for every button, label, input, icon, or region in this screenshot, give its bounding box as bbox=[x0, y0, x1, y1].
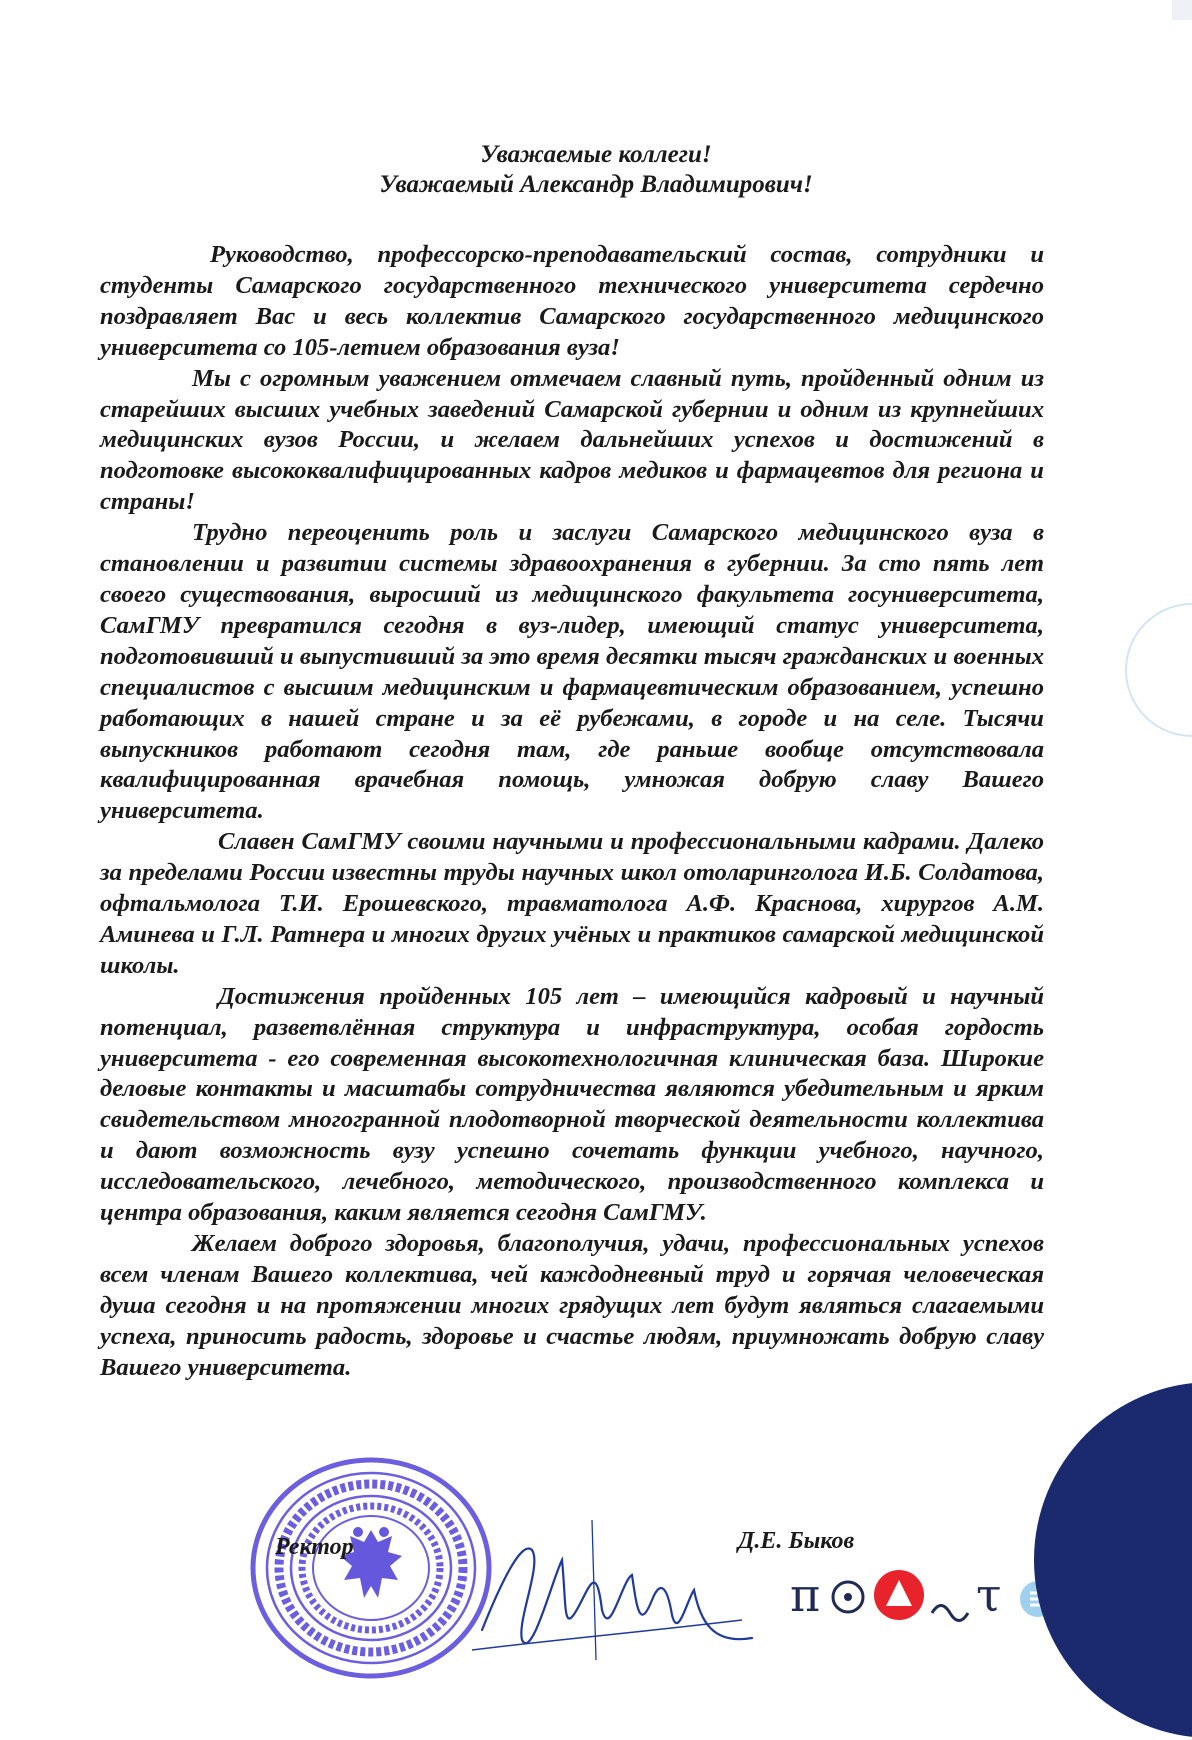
paragraph-4: Славен СамГМУ своими научными и профессиональными кадрами. Далеко за пределами России известны труды научных школ отоларинголога И.Б. Солдатова, офтальмолога Т.И. Ерошевского, травматолога А.Ф. Краснова, хирургов А.М. Аминева и Г.Л. Ратнера и многих других учёных и практиков самарской медицинской школы. bbox=[100, 828, 1044, 979]
signature-block bbox=[0, 1528, 1192, 1568]
logo-letter-l bbox=[872, 1568, 926, 1633]
signature-title: Ректор bbox=[275, 1534, 354, 1560]
paragraph-1: Руководство, профессорско-преподавательский состав, сотрудники и студенты Самарского государственного технического университета сердечно поздравляет Вас и весь коллектив Самарского государственного медицинского университета со 105-летием образования вуза! bbox=[100, 241, 1044, 361]
paragraph-6: Желаем доброго здоровья, благополучия, удачи, профессиональных успехов всем членам Вашего коллектива, чей каждодневный труд и горячая человеческая душа сегодня и на протяжении многих грядущих лет будут являться слагаемыми успеха, приносить радость, здоровье и счастье людям, приумножать добрую славу Вашего университета. bbox=[100, 1230, 1044, 1381]
salutation-line-1: Уважаемые коллеги! bbox=[480, 141, 712, 168]
logo-wave-icon bbox=[930, 1599, 970, 1623]
logo-ring-icon bbox=[828, 1577, 868, 1617]
decorative-navy-arc bbox=[1032, 1380, 1192, 1740]
logo-letter-tau: τ bbox=[976, 1568, 1002, 1622]
official-seal-stamp bbox=[246, 1452, 496, 1684]
paragraph-5: Достижения пройденных 105 лет – имеющийся кадровый и научный потенциал, разветвлённая структура и инфраструктура, особая гордость университета - его современная высокотехнологичная клиническая база. Широкие деловые контакты и масштабы сотрудничества являются убедительным и ярким свидетельством многогранной плодотворной творческой деятельности коллектива и дают возможность вузу успешно сочетать функции учебного, научного, исследовательского, лечебного, методического, производственного комплекса и центра образования, каким является сегодня СамГМУ. bbox=[100, 982, 1044, 1227]
logo-red-triangle-icon bbox=[872, 1568, 926, 1622]
decorative-circle-outline bbox=[1122, 600, 1192, 740]
logo-letter-o bbox=[828, 1574, 868, 1628]
logo-letter-pi: π bbox=[790, 1568, 821, 1622]
paragraph-3: Трудно переоценить роль и заслуги Самарского медицинского вуза в становлении и развитии системы здравоохранения в губернии. За сто пять лет своего существования, выросший из медицинского факультета госуниверситета, СамГМУ превратился сегодня в вуз-лидер, имеющий статус университета, подготовивший и выпустивший за это время десятки тысяч гражданских и военных специалистов с высшим медицинским и фармацевтическим образованием, успешно работающих в нашей стране и за её рубежами, в городе и на селе. Тысячи выпускников работают сегодня там, где раньше вообще отсутствовала квалифицированная врачебная помощь, умножая добрую славу Вашего университета. bbox=[100, 519, 1044, 825]
paragraph-2: Мы с огромным уважением отмечаем славный путь, пройденный одним из старейших высших учебных заведений Самарской губернии и одним из крупнейших медицинских вузов России, и желаем дальнейших успехов и достижений в подготовке высококвалифицированных кадров медиков и фармацевтов для региона и страны! bbox=[100, 364, 1044, 516]
logo-letter-i bbox=[930, 1580, 970, 1634]
salutation-line-2: Уважаемый Александр Владимирович! bbox=[379, 171, 813, 198]
signature-name: Д.Е. Быков bbox=[738, 1528, 855, 1554]
letter-body bbox=[100, 240, 1044, 1384]
decorative-corner-mark bbox=[1172, 0, 1192, 20]
salutation bbox=[0, 140, 1192, 200]
